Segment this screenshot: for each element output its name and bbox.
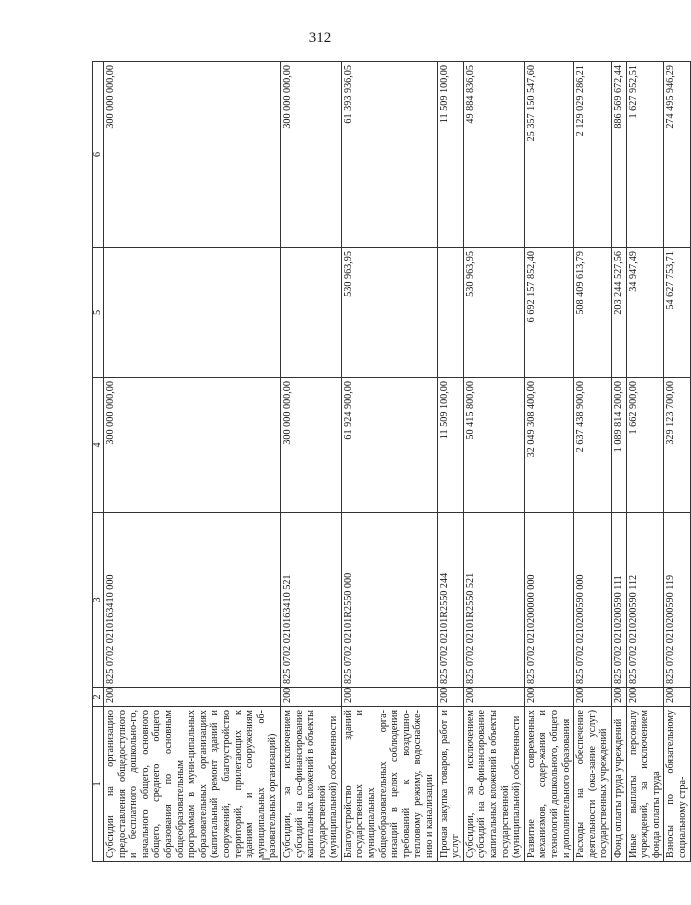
row-amount-executed: 54 627 753,71 (664, 248, 690, 378)
row-code-200: 200 (437, 688, 463, 707)
table-row (574, 62, 612, 862)
row-amount-executed: 6 692 157 852,40 (524, 248, 573, 378)
row-amount-planned: 1 662 900,00 (626, 378, 664, 513)
row-amount-remaining: 300 000 000,00 (280, 62, 341, 248)
header-cell: 4 (93, 378, 104, 513)
row-code-200: 200 (280, 688, 341, 707)
row-code-200: 200 (104, 688, 281, 707)
row-amount-executed (280, 248, 341, 378)
row-amount-remaining: 2 129 029 286,21 (574, 62, 612, 248)
row-amount-remaining: 886 569 672,44 (611, 62, 626, 248)
row-amount-executed: 34 947,49 (626, 248, 664, 378)
row-amount-executed: 203 244 527,56 (611, 248, 626, 378)
row-code-200: 200 (664, 688, 690, 707)
row-name: Развитие современных механизмов, содер-жания и технологий дошкольного, общего и дополнительного образования (524, 707, 573, 862)
table-row (341, 62, 437, 862)
table-row (104, 62, 281, 862)
row-amount-planned: 50 415 800,00 (463, 378, 524, 513)
row-amount-planned: 32 049 308 400,00 (524, 378, 573, 513)
table-header-row (93, 62, 104, 862)
row-budget-code: 825 0702 02101R2550 000 (341, 513, 437, 688)
table-row (524, 62, 573, 862)
row-name: Субсидии, за исключением субсидий на со-финансирование капитальных вложений в объекты государственной (муниципальной) собственности (280, 707, 341, 862)
budget-table (92, 61, 691, 862)
row-code-200: 200 (626, 688, 664, 707)
row-amount-remaining: 274 495 946,29 (664, 62, 690, 248)
row-name: Взносы по обязательному социальному стра- (664, 707, 690, 862)
header-cell: 1 (93, 707, 104, 862)
row-name: Фонд оплаты труда учреждений (611, 707, 626, 862)
header-cell: 6 (93, 62, 104, 248)
row-amount-planned: 300 000 000,00 (104, 378, 281, 513)
row-amount-planned: 1 089 814 200,00 (611, 378, 626, 513)
row-budget-code: 825 0702 0210200590 000 (574, 513, 612, 688)
row-budget-code: 825 0702 0210163410 521 (280, 513, 341, 688)
row-code-200: 200 (463, 688, 524, 707)
header-cell: 2 (93, 688, 104, 707)
table-row (280, 62, 341, 862)
row-amount-planned: 300 000 000,00 (280, 378, 341, 513)
row-budget-code: 825 0702 02101R2550 521 (463, 513, 524, 688)
row-amount-executed (437, 248, 463, 378)
row-amount-remaining: 1 627 952,51 (626, 62, 664, 248)
row-budget-code: 825 0702 0210163410 000 (104, 513, 281, 688)
row-amount-planned: 329 123 700,00 (664, 378, 690, 513)
table-row (664, 62, 690, 862)
row-budget-code: 825 0702 0210200590 111 (611, 513, 626, 688)
row-amount-executed: 530 963,95 (463, 248, 524, 378)
row-amount-executed: 530 963,95 (341, 248, 437, 378)
table-row (463, 62, 524, 862)
row-amount-planned: 2 637 438 900,00 (574, 378, 612, 513)
row-amount-remaining: 25 357 150 547,60 (524, 62, 573, 248)
row-name: Субсидии, за исключением субсидий на со-финансирование капитальных вложений в объекты государственной (муниципальной) собственности (463, 707, 524, 862)
row-code-200: 200 (524, 688, 573, 707)
row-amount-remaining: 11 509 100,00 (437, 62, 463, 248)
rotated-table-container (92, 62, 688, 862)
row-code-200: 200 (574, 688, 612, 707)
row-budget-code: 825 0702 02101R2550 244 (437, 513, 463, 688)
row-budget-code: 825 0702 0210200590 119 (664, 513, 690, 688)
row-name: Прочая закупка товаров, работ и услуг (437, 707, 463, 862)
row-budget-code: 825 0702 0210200000 000 (524, 513, 573, 688)
row-name: Расходы на обеспечение деятельности (ока-зание услуг) государственных учреждений (574, 707, 612, 862)
table-row (611, 62, 626, 862)
row-name: Иные выплаты персоналу учреждений, за исключением фонда оплаты труда (626, 707, 664, 862)
row-amount-executed: 508 409 613,79 (574, 248, 612, 378)
table-row (626, 62, 664, 862)
row-amount-executed (104, 248, 281, 378)
row-budget-code: 825 0702 0210200590 112 (626, 513, 664, 688)
row-amount-planned: 61 924 900,00 (341, 378, 437, 513)
row-name: Благоустройство зданий государственных и муниципальных общеобразовательных орга-низаций в целях соблюдения требований к воздушно-тепловому режиму, водоснабже-нию и канализации (341, 707, 437, 862)
row-name: Субсидии на организацию предоставления общедоступного и бесплатного дошкольно-го, начального общего, основного общего, среднего общего образования по основным общеобразовательным программам в муни-ципальных образовательных организациях (капитальный ремонт зданий и сооружений, благоустройство территорий, прилегающих к зданиям и сооружениям муниципальных об-разовательных организаций) (104, 707, 281, 862)
row-amount-remaining: 300 000 000,00 (104, 62, 281, 248)
row-amount-remaining: 49 884 836,05 (463, 62, 524, 248)
scan-mark (262, 858, 270, 860)
header-cell: 5 (93, 248, 104, 378)
row-amount-remaining: 61 393 936,05 (341, 62, 437, 248)
row-code-200: 200 (611, 688, 626, 707)
page-number: 312 (308, 30, 332, 46)
row-code-200: 200 (341, 688, 437, 707)
header-cell: 3 (93, 513, 104, 688)
row-amount-planned: 11 509 100,00 (437, 378, 463, 513)
table-row (437, 62, 463, 862)
